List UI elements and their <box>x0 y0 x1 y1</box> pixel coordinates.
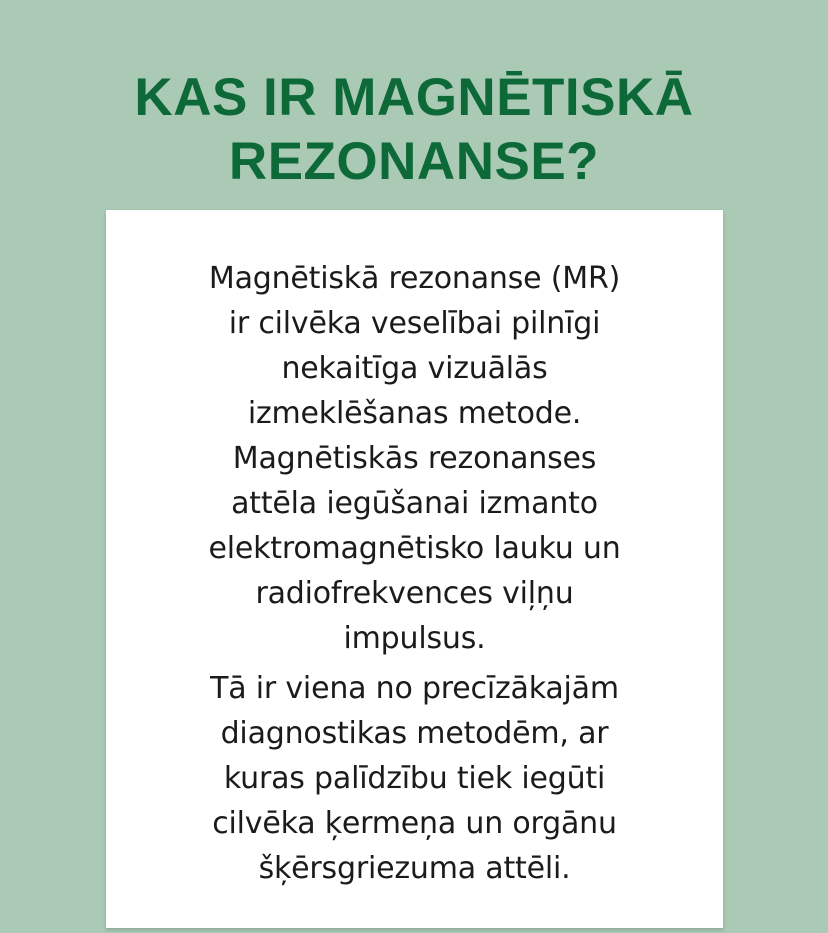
definition-paragraph <box>106 256 723 661</box>
text-line: Magnētiskās rezonanses <box>232 441 597 476</box>
page-title <box>0 66 828 194</box>
title-line-1: KAS IR MAGNĒTISKĀ <box>134 67 694 127</box>
text-line: šķērsgriezuma attēli. <box>258 851 571 886</box>
precision-paragraph <box>106 666 723 891</box>
text-line: nekaitīga vizuālās <box>281 351 548 386</box>
title-line-2: REZONANSE? <box>228 131 600 191</box>
text-line: izmeklēšanas metode. <box>247 396 582 431</box>
text-line: diagnostikas metodēm, ar <box>220 716 609 751</box>
text-line: impulsus. <box>343 621 486 656</box>
info-card <box>106 210 723 928</box>
text-line: attēla iegūšanai izmanto <box>231 486 598 521</box>
text-line: cilvēka ķermeņa un orgānu <box>212 806 617 841</box>
text-line: elektromagnētisko lauku un <box>208 531 621 566</box>
text-line: radiofrekvences viļņu <box>255 576 574 611</box>
text-line: Tā ir viena no precīzākajām <box>210 671 619 706</box>
text-line: kuras palīdzību tiek iegūti <box>223 761 606 796</box>
text-line: Magnētiskā rezonanse (MR) <box>208 261 621 296</box>
text-line: ir cilvēka veselībai pilnīgi <box>228 306 601 341</box>
